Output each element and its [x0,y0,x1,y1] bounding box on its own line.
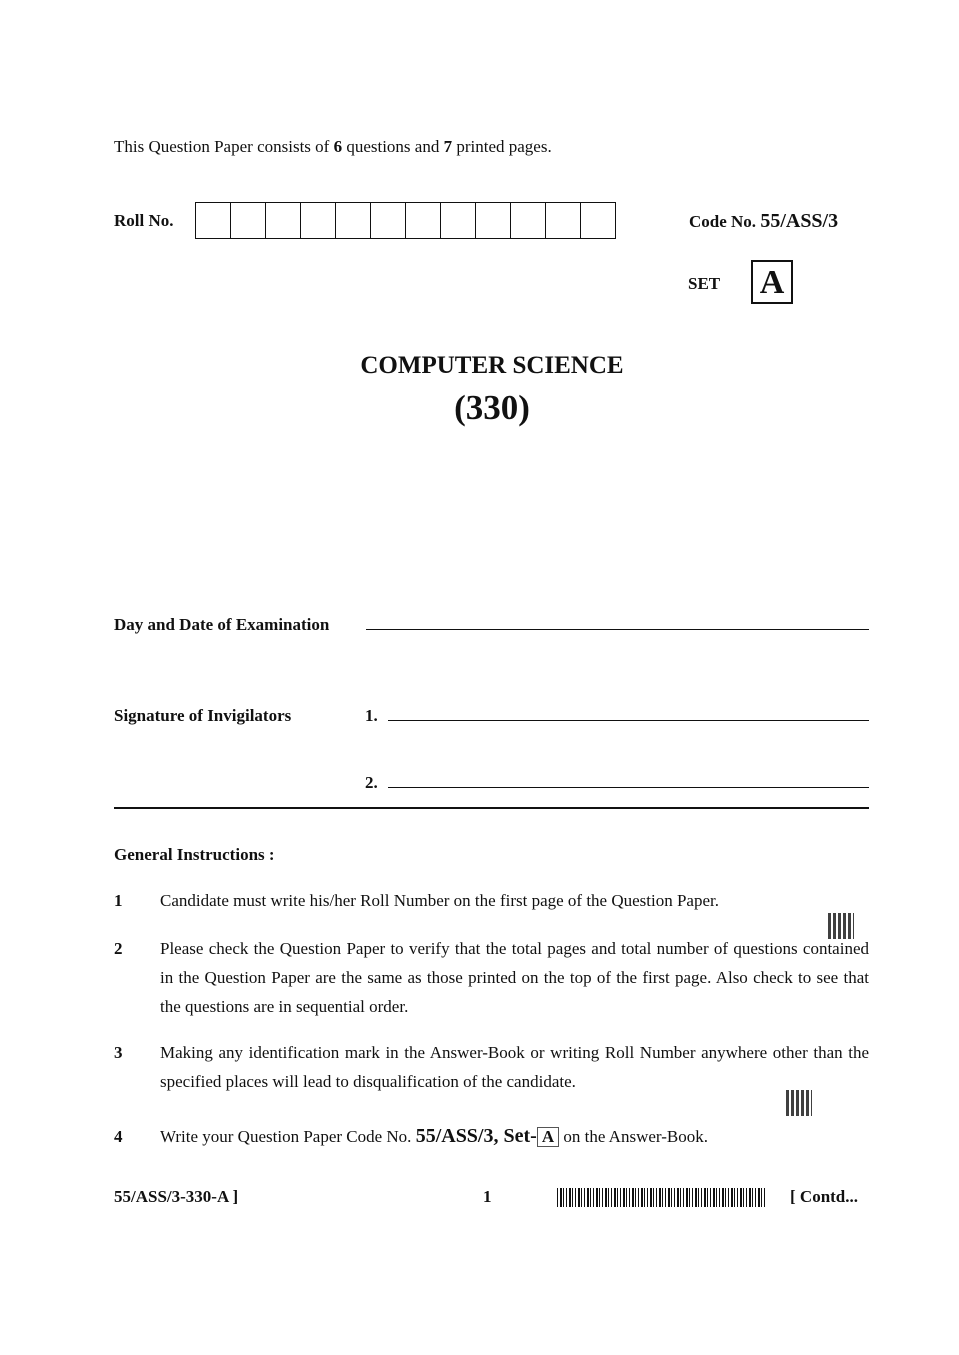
roll-digit-box[interactable] [581,203,615,238]
qr-code-icon [786,1090,812,1116]
instruction-item [114,886,869,915]
code-number [689,210,838,233]
item-text: Candidate must write his/her Roll Number on the first page of the Question Paper. [160,891,719,910]
item-text-pre: Write your Question Paper Code No. [160,1127,412,1146]
item-number: 3 [114,1043,123,1062]
item-code: 55/ASS/3, Set- [415,1125,537,1147]
roll-digit-box[interactable] [511,203,546,238]
continued-label: [ Contd... [790,1187,859,1206]
sig1-number: 1. [365,706,378,725]
signature-label: Signature of Invigilators [114,706,292,725]
roll-digit-box[interactable] [441,203,476,238]
instructions-heading: General Instructions : [114,845,275,864]
date-field-line[interactable] [366,629,869,630]
info-text: printed pages. [456,137,552,156]
set-box: A [751,260,793,304]
roll-digit-box[interactable] [196,203,231,238]
item-number: 4 [114,1127,123,1146]
roll-label: Roll No. [114,211,174,230]
item-text: Making any identification mark in the Answer-Book or writing Roll Number anywhere other than the specified places will lead to disqualification of the candidate. [160,1043,869,1091]
roll-digit-box[interactable] [301,203,336,238]
roll-number-boxes[interactable] [195,202,616,239]
subject-code: (330) [454,388,530,427]
instruction-item [114,1122,869,1151]
roll-digit-box[interactable] [546,203,581,238]
sig2-number: 2. [365,773,378,792]
instruction-item [114,1038,869,1096]
barcode-icon [557,1188,767,1207]
item-number: 1 [114,891,123,910]
item-set-box: A [537,1127,559,1147]
footer-code: 55/ASS/3-330-A ] [114,1187,239,1206]
code-label: Code No. [689,212,757,231]
roll-digit-box[interactable] [476,203,511,238]
item-text: Please check the Question Paper to verify that the total pages and total number of questions contained in the Question Paper are the same as those printed on the top of the first page. Also check to see that the questions are in sequential order. [160,939,869,1016]
roll-digit-box[interactable] [231,203,266,238]
instruction-item [114,934,869,1021]
subject-title: COMPUTER SCIENCE [360,352,624,379]
roll-digit-box[interactable] [336,203,371,238]
paper-info [114,137,552,157]
roll-digit-box[interactable] [266,203,301,238]
info-text: This Question Paper consists of [114,137,330,156]
code-value: 55/ASS/3 [760,210,839,232]
question-count: 6 [333,137,343,156]
sig2-line[interactable] [388,787,869,788]
roll-digit-box[interactable] [371,203,406,238]
date-label: Day and Date of Examination [114,615,330,634]
set-label: SET [688,274,721,293]
item-text-post: on the Answer-Book. [563,1127,708,1146]
page-count: 7 [443,137,453,156]
divider [114,807,869,809]
roll-digit-box[interactable] [406,203,441,238]
info-text: questions and [346,137,440,156]
item-text [160,1122,869,1151]
sig1-line[interactable] [388,720,869,721]
page-number: 1 [483,1187,492,1206]
item-number: 2 [114,939,123,958]
